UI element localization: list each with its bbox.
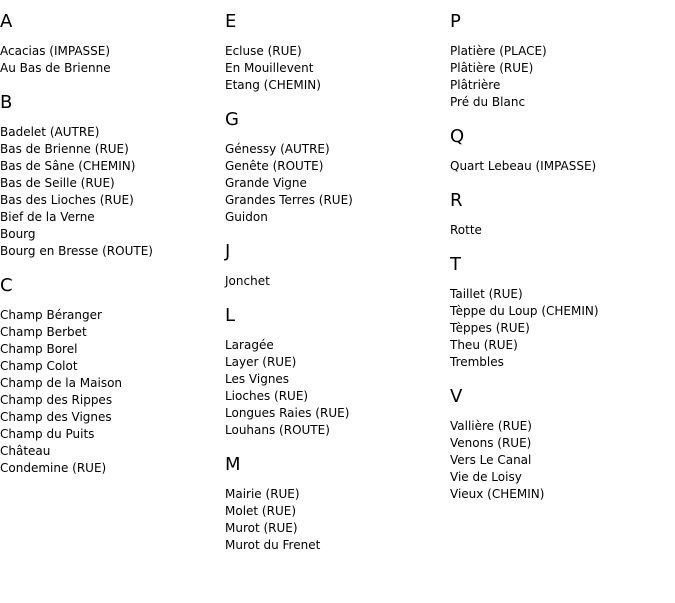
street-name: Plâtière (RUE) [450, 61, 534, 75]
street-name: Louhans (ROUTE) [225, 423, 330, 437]
street-name: Platière (PLACE) [450, 44, 547, 58]
street-name: Champ Béranger [0, 308, 102, 322]
street-name: En Mouillevent [225, 61, 314, 75]
letter-section [450, 126, 675, 175]
street-name: Trembles [450, 355, 504, 369]
street-name: Mairie (RUE) [225, 487, 300, 501]
street-list [0, 124, 225, 260]
street-name: Lioches (RUE) [225, 389, 309, 403]
street-name: Les Vignes [225, 372, 290, 386]
street-name: Tèppe du Loup (CHEMIN) [450, 304, 599, 318]
street-list [225, 43, 450, 94]
section-letter-heading: B [0, 92, 13, 113]
street-name: Champ du Puits [0, 427, 95, 441]
street-name: Tèppes (RUE) [450, 321, 530, 335]
street-name: Murot (RUE) [225, 521, 298, 535]
street-list [225, 337, 450, 439]
street-name: Champ des Vignes [0, 410, 112, 424]
street-name: Etang (CHEMIN) [225, 78, 321, 92]
street-name: Bourg [0, 227, 36, 241]
street-name: Bas de Sâne (CHEMIN) [0, 159, 136, 173]
section-letter-heading: E [225, 11, 237, 32]
street-name: Genête (ROUTE) [225, 159, 324, 173]
street-name: Venons (RUE) [450, 436, 532, 450]
street-name: Au Bas de Brienne [0, 61, 111, 75]
street-name: Badelet (AUTRE) [0, 125, 100, 139]
section-letter-heading: R [450, 190, 463, 211]
street-name: Vallière (RUE) [450, 419, 532, 433]
section-letter-heading: V [450, 386, 463, 407]
street-name: Theu (RUE) [450, 338, 518, 352]
street-name: Laragée [225, 338, 274, 352]
section-letter-heading: Q [450, 126, 465, 147]
street-list [225, 141, 450, 226]
street-name: Guidon [225, 210, 268, 224]
letter-section [225, 305, 450, 439]
section-letter-heading: C [0, 275, 13, 296]
section-letter-heading: A [0, 11, 13, 32]
street-name: Bief de la Verne [0, 210, 95, 224]
letter-section [225, 11, 450, 94]
street-name: Vie de Loisy [450, 470, 522, 484]
street-name: Bas de Seille (RUE) [0, 176, 115, 190]
index-column [0, 11, 225, 477]
letter-section [0, 11, 225, 77]
street-list [225, 273, 450, 290]
street-name: Ecluse (RUE) [225, 44, 302, 58]
street-name: Murot du Frenet [225, 538, 321, 552]
section-letter-heading: P [450, 11, 461, 32]
street-name: Bas de Brienne (RUE) [0, 142, 129, 156]
street-name: Molet (RUE) [225, 504, 296, 518]
letter-section [0, 275, 225, 477]
street-list [450, 43, 675, 111]
section-letter-heading: M [225, 454, 241, 475]
street-name: Champ des Rippes [0, 393, 113, 407]
street-list [450, 286, 675, 371]
letter-section [450, 190, 675, 239]
street-list [0, 307, 225, 477]
section-letter-heading: T [450, 254, 461, 275]
street-name: Grandes Terres (RUE) [225, 193, 353, 207]
street-name: Champ Colot [0, 359, 78, 373]
street-name: Champ Borel [0, 342, 78, 356]
street-name: Bourg en Bresse (ROUTE) [0, 244, 153, 258]
street-name: Bas des Lioches (RUE) [0, 193, 134, 207]
letter-section [450, 11, 675, 111]
street-name: Longues Raies (RUE) [225, 406, 350, 420]
street-list [450, 418, 675, 503]
index-column [450, 11, 675, 503]
street-list [450, 158, 675, 175]
street-list [0, 43, 225, 77]
street-name: Vers Le Canal [450, 453, 532, 467]
street-name: Château [0, 444, 51, 458]
letter-section [450, 386, 675, 503]
street-name: Champ Berbet [0, 325, 87, 339]
street-name: Champ de la Maison [0, 376, 123, 390]
letter-section [225, 241, 450, 290]
street-name: Vieux (CHEMIN) [450, 487, 545, 501]
street-name: Quart Lebeau (IMPASSE) [450, 159, 597, 173]
street-name: Condemine (RUE) [0, 461, 107, 475]
street-name: Plâtrière [450, 78, 501, 92]
street-list [450, 222, 675, 239]
letter-section [0, 92, 225, 260]
letter-section [225, 109, 450, 226]
street-name: Taillet (RUE) [450, 287, 523, 301]
section-letter-heading: J [225, 241, 231, 262]
street-name: Acacias (IMPASSE) [0, 44, 111, 58]
street-name: Layer (RUE) [225, 355, 297, 369]
section-letter-heading: G [225, 109, 239, 130]
letter-section [225, 454, 450, 554]
letter-section [450, 254, 675, 371]
street-name: Rotte [450, 223, 482, 237]
street-name: Grande Vigne [225, 176, 307, 190]
street-name: Génessy (AUTRE) [225, 142, 330, 156]
street-name: Jonchet [225, 274, 270, 288]
section-letter-heading: L [225, 305, 236, 326]
street-list [225, 486, 450, 554]
street-name: Pré du Blanc [450, 95, 526, 109]
index-column [225, 11, 450, 554]
